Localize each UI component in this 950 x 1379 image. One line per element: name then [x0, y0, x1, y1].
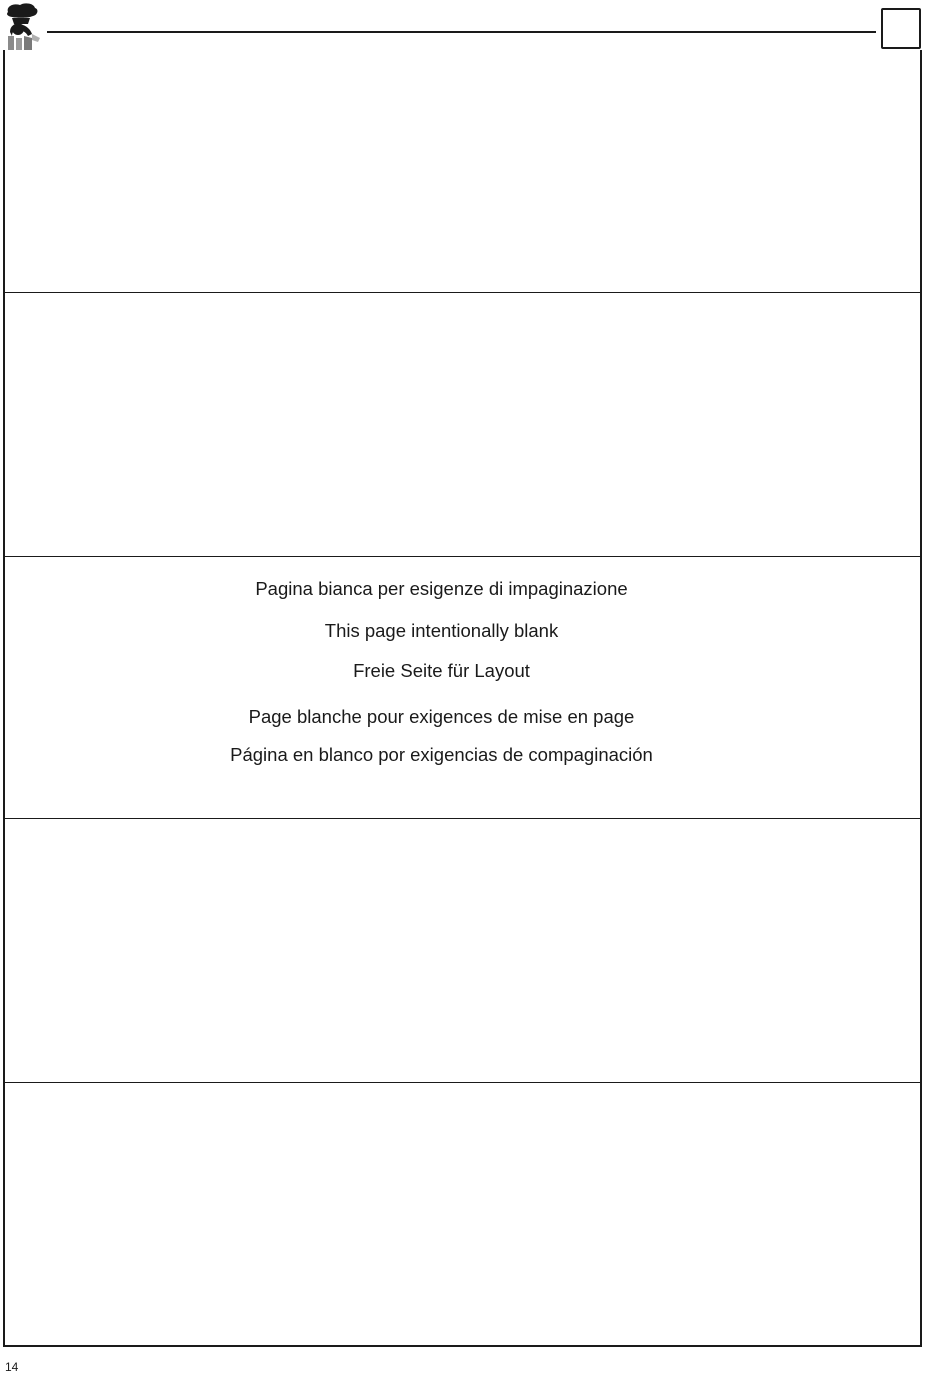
section-divider	[5, 556, 920, 557]
notice-spanish: Página en blanco por exigencias de compaginación	[230, 744, 653, 765]
corner-box	[881, 8, 921, 49]
section-divider	[5, 1082, 920, 1083]
notice-italian: Pagina bianca per esigenze di impaginazione	[255, 578, 628, 599]
section-divider	[5, 292, 920, 293]
section-divider	[5, 818, 920, 819]
chef-logo-icon	[2, 2, 42, 50]
page-frame	[3, 50, 922, 1347]
page-number: 14	[5, 1360, 19, 1374]
notice-english: This page intentionally blank	[324, 620, 559, 641]
header-rule	[47, 31, 876, 33]
notice-french: Page blanche pour exigences de mise en page	[248, 706, 635, 727]
notice-german: Freie Seite für Layout	[353, 660, 530, 681]
